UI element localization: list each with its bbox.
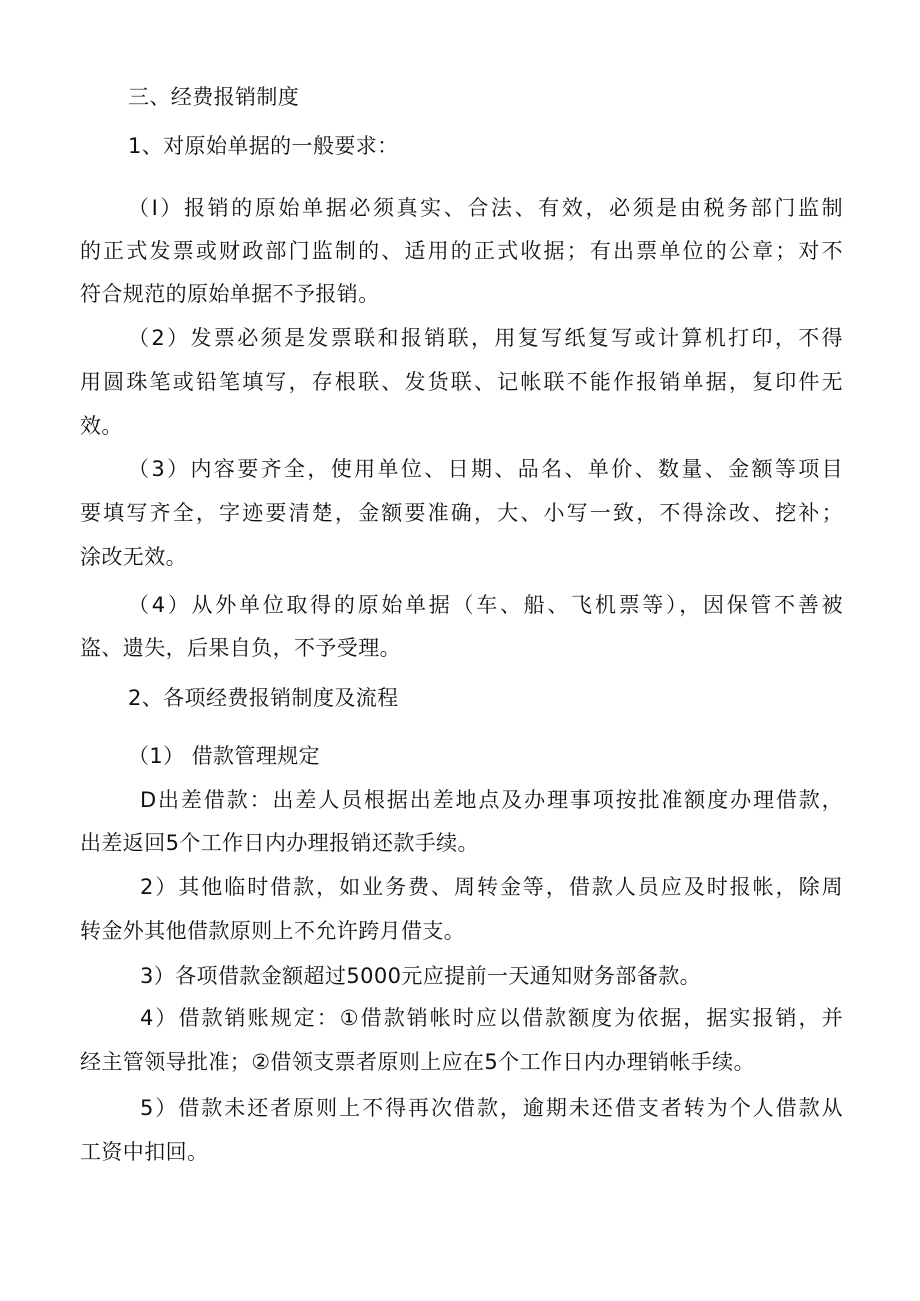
rule-3-line-1: 3）各项借款金额超过5000元应提前一天通知财务部备款。 <box>140 964 702 988</box>
paragraph-1-line-2: 的正式发票或财政部门监制的、适用的正式收据；有出票单位的公章；对不 <box>80 239 843 263</box>
rule-1-line-2: 出差返回5个工作日内办理报销还款手续。 <box>80 831 479 855</box>
paragraph-1-line-1: （I）报销的原始单据必须真实、合法、有效，必须是由税务部门监制 <box>128 196 843 220</box>
rule-1-line-1: D出差借款：出差人员根据出差地点及办理事项按批准额度办理借款， <box>140 788 843 812</box>
paragraph-4-line-2: 盗、遗失，后果自负，不予受理。 <box>80 636 401 660</box>
rule-2-line-1: 2）其他临时借款，如业务费、周转金等，借款人员应及时报帐，除周 <box>140 875 843 899</box>
rule-4-line-2: 经主管领导批准；②借领支票者原则上应在5个工作日内办理销帐手续。 <box>80 1050 755 1074</box>
paragraph-3-line-1: （3）内容要齐全，使用单位、日期、品名、单价、数量、金额等项目 <box>128 457 843 481</box>
paragraph-1-line-3: 符合规范的原始单据不予报销。 <box>80 282 380 306</box>
section-title: 三、经费报销制度 <box>128 85 300 109</box>
rule-5-line-2: 工资中扣回。 <box>80 1140 209 1164</box>
rule-5-line-1: 5）借款未还者原则上不得再次借款，逾期未还借支者转为个人借款从 <box>140 1096 843 1120</box>
rule-4-line-1: 4）借款销账规定：①借款销帐时应以借款额度为依据，据实报销，并 <box>140 1006 843 1030</box>
paragraph-2-line-2: 用圆珠笔或铅笔填写，存根联、发货联、记帐联不能作报销单据，复印件无 <box>80 370 843 394</box>
paragraph-3-line-3: 涂改无效。 <box>80 545 187 569</box>
rule-2-line-2: 转金外其他借款原则上不允许跨月借支。 <box>80 919 466 943</box>
paragraph-2-line-1: （2）发票必须是发票联和报销联，用复写纸复写或计算机打印，不得 <box>128 326 843 350</box>
paragraph-2-line-3: 效。 <box>80 414 123 438</box>
heading-reimbursement-process: 2、各项经费报销制度及流程 <box>128 686 399 710</box>
sub-heading-loan-rules: （1） 借款管理规定 <box>128 744 321 768</box>
heading-general-requirements: 1、对原始单据的一般要求： <box>128 134 399 158</box>
paragraph-4-line-1: （4）从外单位取得的原始单据（车、船、飞机票等），因保管不善被 <box>128 593 843 617</box>
paragraph-3-line-2: 要填写齐全，字迹要清楚，金额要准确，大、小写一致，不得涂改、挖补； <box>80 501 843 525</box>
